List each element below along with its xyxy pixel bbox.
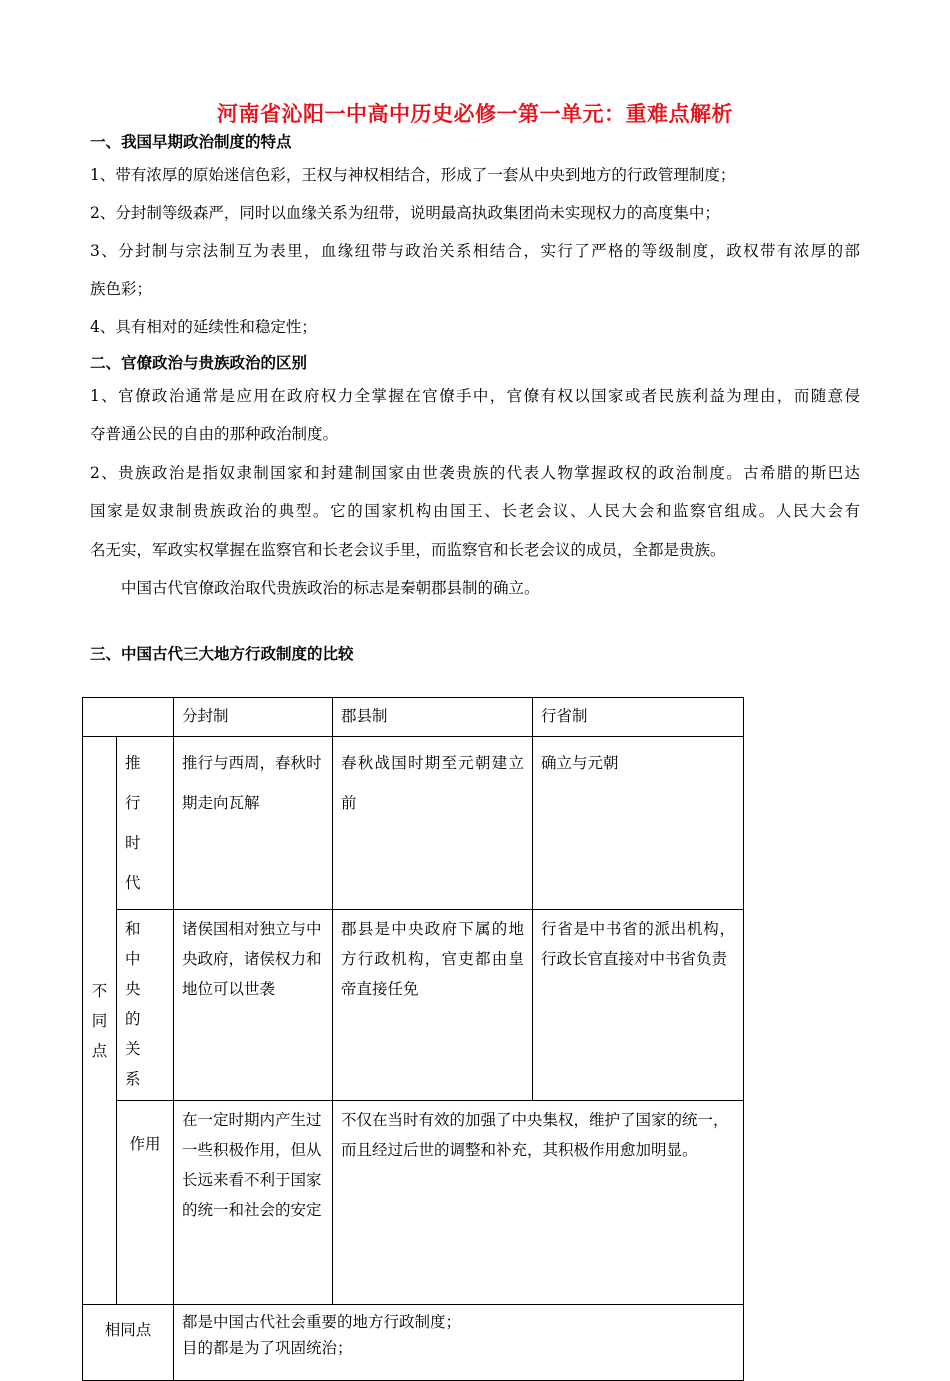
section1-item-3-cont: 族色彩； [90, 280, 153, 298]
comparison-table [82, 697, 744, 1381]
table-row [83, 1101, 744, 1305]
table-row [83, 1305, 744, 1381]
same-content-cell [174, 1305, 744, 1381]
table-col-header: 分封制 [174, 698, 333, 737]
table-cell: 春秋战国时期至元朝建立前 [333, 737, 533, 910]
table-cell: 确立与元朝 [533, 737, 744, 910]
table-header-row [83, 698, 744, 737]
group-label-cell [83, 737, 117, 1305]
section1-item-1: 1、带有浓厚的原始迷信色彩，王权与神权相结合，形成了一套从中央到地方的行政管理制度； [90, 166, 736, 184]
section2-p3: 中国古代官僚政治取代贵族政治的标志是秦朝郡县制的确立。 [121, 579, 540, 597]
row-label-cell [117, 1101, 174, 1305]
same-line: 都是中国古代社会重要的地方行政制度； [182, 1313, 462, 1331]
row-label: 推行时代 [125, 754, 147, 892]
group-label: 不同点 [91, 981, 108, 1060]
section2-p1-line1: 1、官僚政治通常是应用在政府权力全掌握在官僚手中，官僚有权以国家或者民族利益为理由，而随意侵 [90, 387, 860, 405]
table-row [83, 910, 744, 1101]
table-col-header: 行省制 [533, 698, 744, 737]
section1-item-2: 2、分封制等级森严，同时以血缘关系为纽带，说明最高执政集团尚未实现权力的高度集中； [90, 204, 720, 222]
same-label: 相同点 [104, 1321, 152, 1339]
table-corner-cell [83, 698, 174, 737]
section1-heading: 一、我国早期政治制度的特点 [90, 133, 292, 151]
section3-heading: 三、中国古代三大地方行政制度的比较 [90, 645, 354, 663]
page-title: 河南省沁阳一中高中历史必修一第一单元：重难点解析 [217, 102, 733, 126]
same-line: 目的都是为了巩固统治； [182, 1339, 353, 1357]
table-cell: 不仅在当时有效的加强了中央集权，维护了国家的统一，而且经过后世的调整和补充，其积极作用愈加明显。 [333, 1101, 744, 1305]
section1-item-4: 4、具有相对的延续性和稳定性； [90, 318, 317, 336]
section2-p2-line2: 国家是奴隶制贵族政治的典型。它的国家机构由国王、长老会议、人民大会和监察官组成。人民大会有 [90, 502, 860, 520]
table-cell: 在一定时期内产生过一些积极作用，但从长远来看不利于国家的统一和社会的安定 [174, 1101, 333, 1305]
section2-heading: 二、官僚政治与贵族政治的区别 [90, 354, 308, 372]
section2-p1-line2: 夺普通公民的自由的那种政治制度。 [90, 425, 339, 443]
row-label-cell [117, 910, 174, 1101]
table-cell: 诸侯国相对独立与中央政府，诸侯权力和地位可以世袭 [174, 910, 333, 1101]
table-col-header: 郡县制 [333, 698, 533, 737]
row-label: 作用 [129, 1135, 161, 1153]
table-cell: 郡县是中央政府下属的地方行政机构，官吏都由皇帝直接任免 [333, 910, 533, 1101]
row-label: 和中央的关系 [125, 920, 147, 1088]
row-label-cell [117, 737, 174, 910]
same-label-cell [83, 1305, 174, 1381]
table-cell: 推行与西周，春秋时期走向瓦解 [174, 737, 333, 910]
table-row [83, 737, 744, 910]
table-cell: 行省是中书省的派出机构，行政长官直接对中书省负责 [533, 910, 744, 1101]
section1-item-3: 3、分封制与宗法制互为表里，血缘纽带与政治关系相结合，实行了严格的等级制度，政权带有浓厚的部 [90, 242, 860, 260]
section2-p2-line3: 名无实，军政实权掌握在监察官和长老会议手里，而监察官和长老会议的成员，全都是贵族。 [90, 541, 726, 559]
section2-p2-line1: 2、贵族政治是指奴隶制国家和封建制国家由世袭贵族的代表人物掌握政权的政治制度。古希腊的斯巴达 [90, 464, 860, 482]
